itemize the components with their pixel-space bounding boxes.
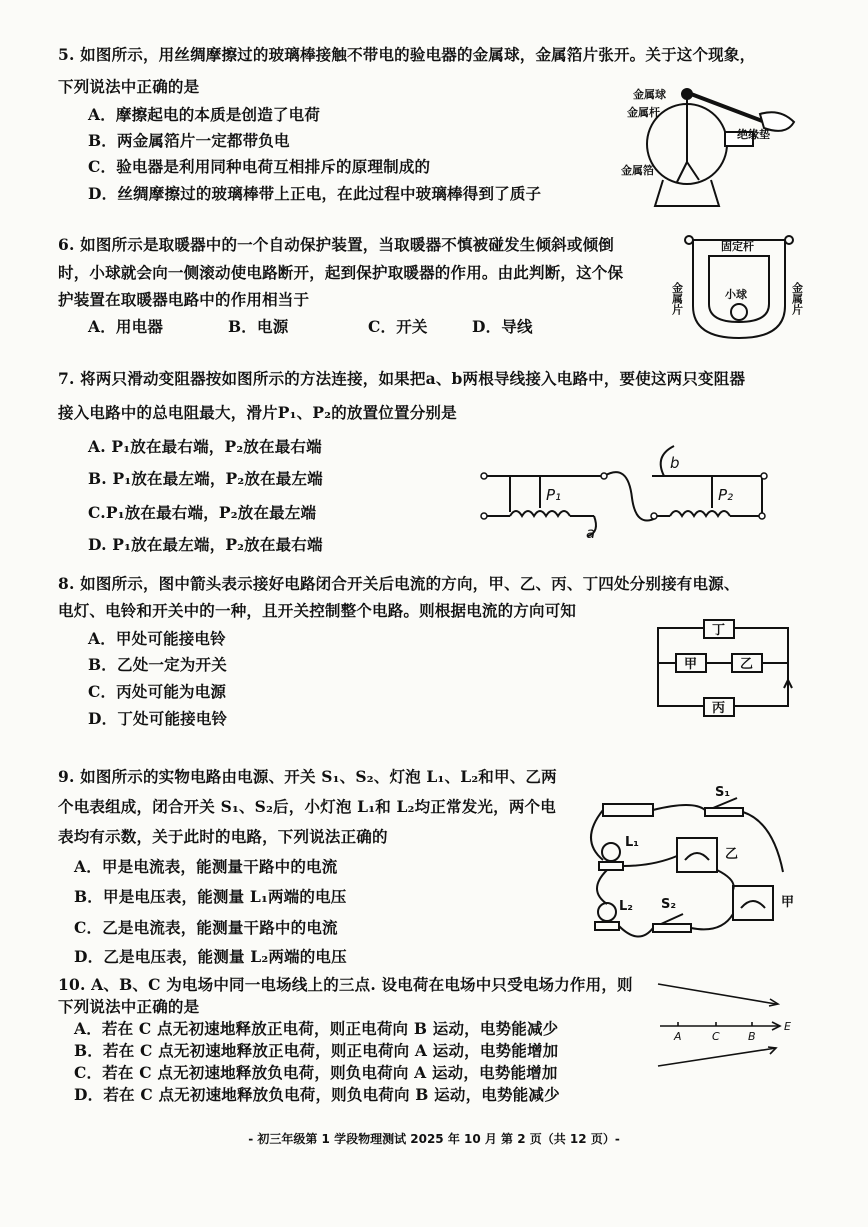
q8-option-d: D．丁处可能接电铃: [88, 709, 228, 728]
label-metal-left: 金属片: [670, 282, 684, 315]
q10-option-c: C．若在 C 点无初速地释放负电荷，则负电荷向 A 运动，电势能增加: [74, 1063, 558, 1082]
label-jia: 甲: [684, 657, 698, 672]
label-b: b: [670, 454, 680, 472]
q7-stem-line1: 7. 将两只滑动变阻器按如图所示的方法连接，如果把a、b两根导线接入电路中，要使这两只变阻器: [58, 369, 746, 388]
q8-option-a: A．甲处可能接电铃: [88, 629, 226, 648]
q10-stem-line1: 10. A、B、C 为电场中同一电场线上的三点. 设电荷在电场中只受电场力作用，则: [58, 975, 633, 994]
physical-circuit-figure: [575, 785, 805, 950]
q10-option-b: B．若在 C 点无初速地释放正电荷，则正电荷向 A 运动，电势能增加: [74, 1041, 559, 1060]
field-line-bottom: [658, 1048, 776, 1066]
label-p2: P₂: [718, 486, 734, 504]
label-p1: P₁: [546, 486, 562, 504]
label-field-e: E: [784, 1020, 791, 1033]
battery: [603, 804, 653, 816]
label-metal-foil: 金属箔: [621, 164, 654, 177]
bulb-l2: [598, 903, 616, 921]
bulb-l2-base: [595, 922, 619, 930]
q6-option-b: B．电源: [228, 317, 289, 336]
q6-option-d: D．导线: [472, 317, 533, 336]
q5-option-d: D．丝绸摩擦过的玻璃棒带上正电，在此过程中玻璃棒得到了质子: [88, 184, 542, 203]
q9-option-a: A．甲是电流表，能测量干路中的电流: [74, 857, 338, 876]
q6-stem-line3: 护装置在取暖器电路中的作用相当于: [58, 290, 310, 309]
q6-option-c: C．开关: [368, 317, 428, 336]
terminal-left: [685, 236, 693, 244]
q5-stem-line2: 下列说法中正确的是: [58, 77, 200, 96]
label-metal-right: 金属片: [790, 282, 804, 315]
label-bing: 丙: [712, 701, 726, 716]
label-point-c: C: [712, 1030, 720, 1043]
switch-s1: [705, 808, 743, 816]
label-metal-ball: 金属球: [633, 88, 666, 101]
q8-option-b: B．乙处一定为开关: [88, 655, 227, 674]
label-fixed-rod: 固定杆: [721, 240, 754, 253]
q10-option-a: A．若在 C 点无初速地释放正电荷，则正电荷向 B 运动，电势能减少: [74, 1019, 559, 1038]
q10-option-d: D．若在 C 点无初速地释放负电荷，则负电荷向 B 运动，电势能减少: [74, 1085, 560, 1104]
q7-option-d: D. P₁放在最左端，P₂放在最右端: [88, 535, 323, 554]
q6-stem-line1: 6. 如图所示是取暖器中的一个自动保护装置，当取暖器不慎被碰发生倾斜或倾倒: [58, 235, 614, 254]
field-line-top: [658, 984, 776, 1004]
foil-left: [677, 162, 687, 182]
switch-s2-lever: [661, 914, 683, 924]
rheostat2-coil: [670, 511, 730, 516]
terminal: [481, 473, 487, 479]
field-line-bottom-arrow: [768, 1047, 776, 1054]
label-ding: 丁: [712, 623, 726, 638]
label-insulating-pad: 绝缘垫: [737, 128, 770, 141]
label-l2: L₂: [619, 899, 633, 914]
q10-stem-line2: 下列说法中正确的是: [58, 997, 200, 1016]
q7-option-a: A. P₁放在最右端，P₂放在最右端: [88, 437, 322, 456]
q9-stem-line3: 表均有示数，关于此时的电路，下列说法正确的: [58, 827, 388, 846]
terminal: [651, 513, 657, 519]
label-a: a: [586, 524, 596, 542]
q5-stem-line1: 5. 如图所示，用丝绸摩擦过的玻璃棒接触不带电的验电器的金属球，金属箔片张开。关于这个现象，: [58, 45, 756, 64]
electroscope-figure: [615, 82, 815, 214]
label-point-b: B: [748, 1030, 756, 1043]
label-s2: S₂: [661, 897, 677, 912]
small-ball: [731, 304, 747, 320]
label-metal-rod: 金属杆: [627, 106, 660, 119]
bulb-l1: [602, 843, 620, 861]
terminal-right: [785, 236, 793, 244]
label-s1: S₁: [715, 785, 731, 800]
rheostats-figure: [474, 440, 774, 540]
meter-yi-scale: [685, 853, 709, 860]
foil-right: [687, 162, 699, 180]
q7-option-b: B. P₁放在最左端，P₂放在最左端: [88, 469, 323, 488]
terminal: [761, 473, 767, 479]
q5-option-b: B．两金属箔片一定都带负电: [88, 131, 290, 150]
meter-jia-scale: [741, 901, 765, 908]
meter-jia: [733, 886, 773, 920]
terminal: [481, 513, 487, 519]
rheostat1-coil: [510, 511, 570, 516]
label-l1: L₁: [625, 835, 639, 850]
q9-option-b: B．甲是电压表，能测量 L₁两端的电压: [74, 887, 347, 906]
label-small-ball: 小球: [725, 288, 747, 301]
wire-link: [604, 472, 656, 520]
terminal: [759, 513, 765, 519]
q6-stem-line2: 时，小球就会向一侧滚动使电路断开，起到保护取暖器的作用。由此判断，这个保: [58, 263, 624, 282]
q7-stem-line2: 接入电路中的总电阻最大，滑片P₁、P₂的放置位置分别是: [58, 403, 457, 422]
bulb-l1-base: [599, 862, 623, 870]
q6-option-a: A．用电器: [88, 317, 164, 336]
page-footer: - 初三年级第 1 学段物理测试 2025 年 10 月 第 2 页（共 12 页）-: [248, 1132, 620, 1146]
q5-option-a: A．摩擦起电的本质是创造了电荷: [88, 105, 321, 124]
switch-s2: [653, 924, 691, 932]
q9-option-c: C．乙是电流表，能测量干路中的电流: [74, 918, 338, 937]
q5-option-c: C．验电器是利用同种电荷互相排斥的原理制成的: [88, 157, 431, 176]
q9-stem-line2: 个电表组成，闭合开关 S₁、S₂后，小灯泡 L₁和 L₂均正常发光，两个电: [58, 797, 556, 816]
metal-ball: [682, 89, 692, 99]
terminal: [601, 473, 607, 479]
q9-stem-line1: 9. 如图所示的实物电路由电源、开关 S₁、S₂、灯泡 L₁、L₂和甲、乙两: [58, 767, 557, 786]
q8-option-c: C．丙处可能为电源: [88, 682, 227, 701]
q8-stem-line2: 电灯、电铃和开关中的一种，且开关控制整个电路。则根据电流的方向可知: [58, 601, 577, 620]
circuit-figure: [650, 618, 800, 724]
label-yi: 乙: [725, 847, 739, 862]
q9-option-d: D．乙是电压表，能测量 L₂两端的电压: [74, 947, 347, 966]
q7-option-c: C.P₁放在最右端，P₂放在最左端: [88, 503, 317, 522]
q8-stem-line1: 8. 如图所示，图中箭头表示接好电路闭合开关后电流的方向，甲、乙、丙、丁四处分别接有电源、: [58, 574, 740, 593]
meter-yi: [677, 838, 717, 872]
tilt-switch-figure: [670, 226, 805, 344]
label-yi: 乙: [740, 657, 754, 672]
field-lines-figure: [652, 978, 802, 1068]
label-jia: 甲: [781, 895, 795, 910]
label-point-a: A: [674, 1030, 682, 1043]
